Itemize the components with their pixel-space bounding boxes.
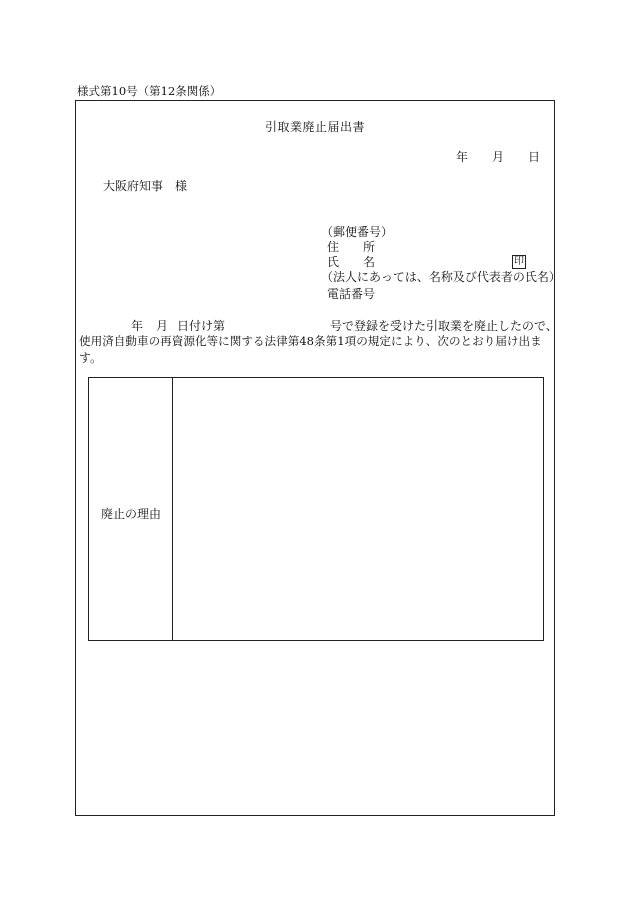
postal-code-label: （郵便番号） — [321, 225, 394, 239]
date-year: 年 — [456, 150, 469, 164]
body-year: 年 — [131, 319, 144, 333]
address-label: 住 所 — [327, 240, 376, 254]
body-line2: 使用済自動車の再資源化等に関する法律第48条第1項の規定により、次のとおり届け出ま — [79, 334, 542, 348]
date-day: 日 — [528, 150, 541, 164]
name-label: 氏 名 — [327, 255, 376, 269]
reason-table — [88, 377, 544, 641]
reason-content-field[interactable] — [173, 378, 543, 640]
corporate-note: （法人にあっては、名称及び代表者の氏名） — [321, 270, 561, 284]
body-line3: す。 — [79, 351, 103, 365]
phone-label: 電話番号 — [327, 287, 376, 301]
body-line1-rest: 号で登録を受けた引取業を廃止したので、 — [330, 319, 558, 333]
reason-label: 廃止の理由 — [101, 507, 162, 521]
body-day-number: 日付け第 — [177, 319, 226, 333]
body-month: 月 — [156, 319, 169, 333]
addressee: 大阪府知事 様 — [103, 179, 188, 193]
form-number: 様式第10号（第12条関係） — [77, 84, 222, 98]
seal-mark: 印 — [514, 256, 524, 267]
date-month: 月 — [492, 150, 505, 164]
document-title: 引取業廃止届出書 — [264, 120, 365, 134]
